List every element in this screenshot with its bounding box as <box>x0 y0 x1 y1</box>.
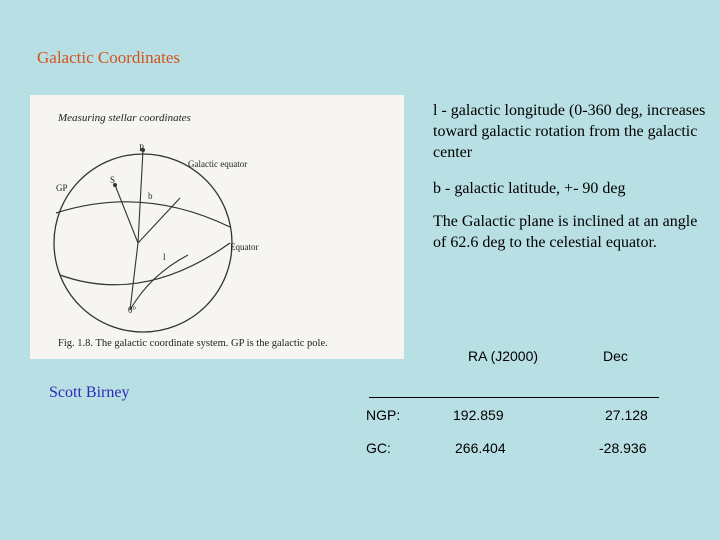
label-galactic-equator: Galactic equator <box>188 159 248 169</box>
figure-caption: Fig. 1.8. The galactic coordinate system. GP is the galactic pole. <box>58 338 328 349</box>
galactic-equator-arc <box>56 202 230 227</box>
celestial-equator-arc <box>60 243 230 285</box>
longitude-description: l - galactic longitude (0-360 deg, increases toward galactic rotation from the galactic center <box>433 102 706 161</box>
author-name: Scott Birney <box>49 384 130 401</box>
label-gp: GP <box>56 183 68 193</box>
table-header-ra: RA (J2000) <box>468 348 539 364</box>
row-gc-label: GC: <box>366 440 391 456</box>
figure-header: Measuring stellar coordinates <box>58 112 191 124</box>
latitude-line <box>115 185 138 243</box>
galactic-coordinate-figure <box>30 95 404 359</box>
row-ngp-ra: 192.859 <box>453 407 504 423</box>
meridian-line <box>130 150 143 310</box>
label-l: l <box>163 252 166 262</box>
row-ngp-dec: 27.128 <box>605 407 648 423</box>
sphere-outline <box>54 154 232 332</box>
label-zero: 0° <box>128 305 137 315</box>
label-p: P <box>139 143 145 153</box>
label-s: S <box>110 175 116 185</box>
table-divider <box>369 397 659 398</box>
table-header-dec: Dec <box>603 348 628 364</box>
plane-inclination-description: The Galactic plane is inclined at an angle of 62.6 deg to the celestial equator. <box>433 213 698 251</box>
label-b: b <box>148 191 153 201</box>
row-ngp-label: NGP: <box>366 407 401 423</box>
row-gc-ra: 266.404 <box>455 440 506 456</box>
celestial-sphere-diagram <box>30 95 404 359</box>
label-equator: Equator <box>230 242 259 252</box>
latitude-description: b - galactic latitude, +- 90 deg <box>433 180 626 197</box>
slide-title: Galactic Coordinates <box>37 48 181 67</box>
row-gc-dec: -28.936 <box>599 440 647 456</box>
